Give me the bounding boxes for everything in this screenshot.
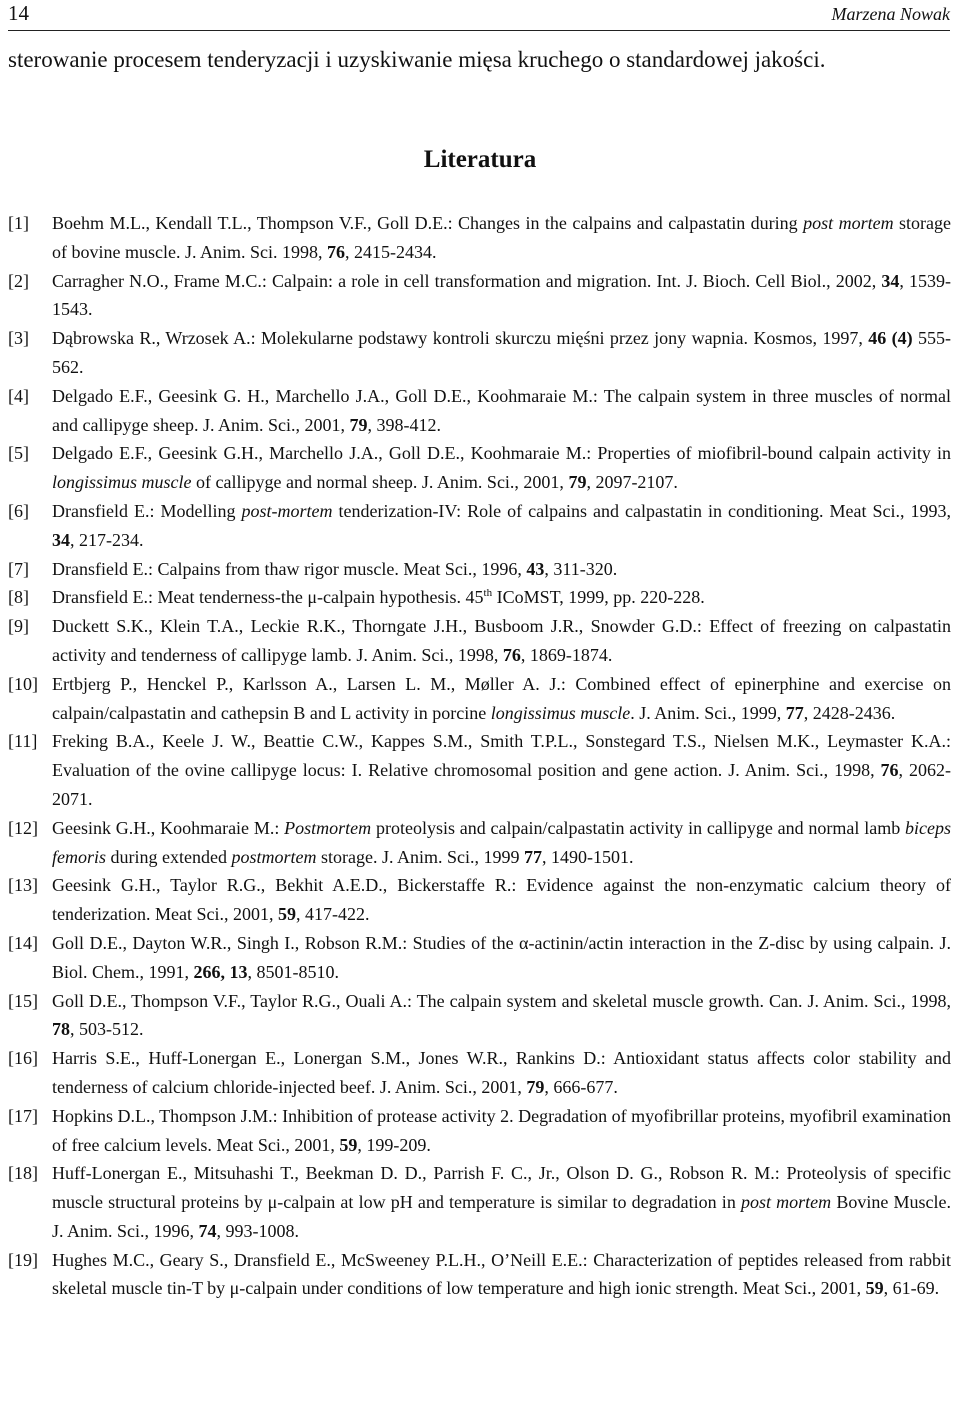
reference-text-segment: Goll D.E., Thompson V.F., Taylor R.G., Ouali A.: The calpain system and skeletal muscle growth. Can. J. Anim. Sci., 1998,: [52, 990, 951, 1011]
reference-text-segment: 77: [523, 846, 542, 867]
reference-item: [8, 583, 951, 612]
reference-text-segment: , 398-412.: [367, 414, 441, 435]
reference-text-segment: , 2428-2436.: [803, 702, 896, 723]
reference-number: [1]: [8, 213, 29, 233]
reference-text-segment: storage of bovine muscle. J. Anim. Sci. 1998,: [52, 213, 951, 262]
reference-text: [52, 991, 951, 1040]
reference-text-segment: 79: [526, 1076, 545, 1097]
reference-text: [52, 616, 951, 665]
reference-text-segment: , 417-422.: [295, 904, 370, 925]
reference-text-segment: longissimus muscle: [52, 472, 192, 493]
running-header-author: Marzena Nowak: [831, 4, 950, 24]
reference-text: [52, 875, 951, 924]
reference-text-segment: 59: [277, 904, 296, 925]
reference-text-segment: postmortem: [231, 846, 317, 867]
reference-text: [52, 587, 705, 607]
reference-text: [52, 1106, 951, 1155]
reference-text-segment: Hughes M.C., Geary S., Dransfield E., McSweeney P.L.H., O’Neill E.E.: Characterization of peptides released from rabbit skeletal muscle tin-T by μ-calpain under conditions of low temperature and high ionic strength. Meat Sci., 2001,: [52, 1249, 951, 1299]
reference-item: [8, 209, 951, 267]
reference-number: [9]: [8, 616, 29, 637]
reference-number: [7]: [8, 558, 29, 579]
reference-text: [52, 443, 951, 492]
reference-number: [11]: [8, 731, 38, 752]
reference-text-segment: 46 (4): [868, 328, 913, 349]
reference-number: [5]: [8, 443, 29, 464]
reference-item: [8, 1246, 951, 1304]
reference-text-segment: 76: [502, 644, 521, 665]
section-title: Literatura: [423, 146, 537, 173]
reference-text-segment: , 1539-1543.: [52, 270, 951, 320]
reference-number: [18]: [8, 1163, 38, 1184]
reference-number: [15]: [8, 990, 38, 1011]
reference-number: [14]: [8, 932, 38, 953]
reference-text-segment: Dransfield E.: Meat tenderness-the μ-calpain hypothesis. 45: [52, 587, 484, 608]
reference-list: [8, 209, 951, 1303]
reference-text: [52, 559, 617, 579]
reference-text-segment: Dąbrowska R., Wrzosek A.: Molekularne podstawy kontroli skurczu mięśni przez jony wapnia. Kosmos, 1997,: [52, 328, 869, 349]
reference-text-segment: Postmortem: [284, 817, 372, 838]
reference-text-segment: Boehm M.L., Kendall T.L., Thompson V.F., Goll D.E.: Changes in the calpains and calpastatin during: [52, 213, 804, 233]
reference-text-segment: 34: [881, 270, 900, 291]
reference-text: [52, 501, 951, 550]
reference-item: [8, 1159, 951, 1245]
reference-text-segment: tenderization-IV: Role of calpains and calpastatin in conditioning. Meat Sci., 1993,: [332, 500, 952, 521]
reference-number: [12]: [8, 817, 38, 838]
reference-text-segment: Duckett S.K., Klein T.A., Leckie R.K., Thorngate J.H., Busboom J.R., Snowder G.D.: Effect of freezing on calpastatin activity and tenderness of callipyge lamb. J. Anim. Sci., 1998,: [52, 616, 951, 665]
reference-text: [52, 1250, 951, 1299]
reference-text-segment: 76: [326, 241, 345, 262]
reference-number: [6]: [8, 500, 29, 521]
reference-item: [8, 871, 951, 929]
reference-text-segment: , 1869-1874.: [520, 644, 613, 665]
reference-text-segment: , 1490-1501.: [541, 846, 634, 867]
reference-text-segment: , 311-320.: [544, 558, 618, 579]
reference-text-segment: ICoMST, 1999, pp. 220-228.: [492, 587, 705, 608]
reference-text-segment: , 503-512.: [70, 1019, 144, 1040]
reference-number: [8]: [8, 587, 29, 608]
reference-text-segment: , 2062-2071.: [52, 760, 951, 809]
page-number: 14: [8, 1, 29, 25]
reference-text-segment: proteolysis and calpain/calpastatin activity in callipyge and normal lamb: [371, 817, 906, 838]
reference-text-segment: , 61-69.: [883, 1278, 940, 1299]
intro-paragraph: sterowanie procesem tenderyzacji i uzyskiwanie mięsa kruchego o standardowej jakości.: [8, 47, 826, 72]
reference-text-segment: post mortem: [740, 1192, 832, 1213]
reference-text-segment: , 199-209.: [357, 1134, 431, 1155]
reference-item: [8, 929, 951, 987]
reference-number: [2]: [8, 270, 29, 291]
reference-number: [4]: [8, 385, 29, 406]
reference-item: [8, 1102, 951, 1160]
reference-number: [3]: [8, 328, 29, 349]
reference-text-segment: , 2097-2107.: [586, 472, 678, 493]
reference-text-segment: Hopkins D.L., Thompson J.M.: Inhibition of protease activity 2. Degradation of myofibrillar proteins, myofibril examination of free calcium levels. Meat Sci., 2001,: [52, 1105, 952, 1155]
reference-item: [8, 670, 951, 728]
reference-text-segment: . J. Anim. Sci., 1999,: [630, 702, 786, 723]
reference-text-segment: , 8501-8510.: [247, 961, 340, 982]
reference-text-segment: Geesink G.H., Taylor R.G., Bekhit A.E.D., Bickerstaffe R.: Evidence against the non-enzymatic calcium theory of tenderization. Meat Sci., 2001,: [52, 875, 951, 925]
reference-text-segment: Harris S.E., Huff-Lonergan E., Lonergan S.M., Jones W.R., Rankins D.: Antioxidant status affects color stability and tenderness of calcium chloride-injected beef. J. Anim. Sci., 2001,: [52, 1048, 951, 1097]
reference-text-segment: th: [483, 587, 493, 600]
reference-number: [16]: [8, 1048, 38, 1069]
reference-text-segment: 79: [349, 414, 368, 435]
reference-text: [52, 271, 951, 320]
reference-text-segment: , 2415-2434.: [344, 241, 437, 262]
reference-text-segment: 77: [785, 702, 804, 723]
reference-text-segment: 34: [52, 529, 70, 550]
reference-text-segment: Freking B.A., Keele J. W., Beattie C.W., Kappes S.M., Smith T.P.L., Sonstegard T.S., Nielsen M.K., Leymaster K.A.: Evaluation of the ovine callipyge locus: I. Relative chromosomal position and gene action. J. Anim. Sci., 1998,: [52, 731, 951, 781]
reference-item: [8, 612, 951, 670]
running-header: [8, 0, 950, 31]
reference-text-segment: Goll D.E., Dayton W.R., Singh I., Robson R.M.: Studies of the α-actinin/actin interaction in the Z-disc by using calpain. J. Biol. Chem., 1991,: [52, 932, 951, 982]
reference-text: [52, 731, 951, 809]
reference-text-segment: 59: [339, 1134, 358, 1155]
reference-item: [8, 727, 951, 813]
reference-text-segment: of callipyge and normal sheep. J. Anim. Sci., 2001,: [191, 472, 569, 493]
reference-text-segment: 74: [198, 1220, 217, 1241]
reference-text-segment: post-mortem: [241, 500, 333, 521]
reference-text-segment: Ertbjerg P., Henckel P., Karlsson A., Larsen L. M., Møller A. J.: Combined effect of epinerphine and exercise on calpain/calpastatin and cathepsin B and L activity in porcine: [52, 673, 951, 723]
reference-item: [8, 1044, 951, 1102]
reference-item: [8, 382, 951, 440]
reference-text-segment: , 993-1008.: [216, 1220, 300, 1241]
reference-text: [52, 1048, 951, 1097]
reference-text-segment: during extended: [106, 846, 232, 867]
reference-item: [8, 439, 951, 497]
reference-text-segment: post mortem: [803, 213, 894, 233]
reference-text-segment: Dransfield E.: Calpains from thaw rigor muscle. Meat Sci., 1996,: [52, 558, 527, 579]
reference-text-segment: 59: [865, 1278, 884, 1299]
reference-text-segment: 76: [880, 760, 899, 781]
reference-text-segment: longissimus muscle: [490, 702, 631, 723]
reference-text-segment: 555-562.: [52, 328, 952, 377]
reference-text: [52, 213, 951, 262]
reference-text-segment: 78: [52, 1019, 70, 1040]
reference-number: [17]: [8, 1105, 38, 1126]
reference-text-segment: Delgado E.F., Geesink G.H., Marchello J.A., Goll D.E., Koohmaraie M.: Properties of miofibril-bound calpain activity in: [52, 443, 951, 464]
reference-text-segment: Bovine Muscle. J. Anim. Sci., 1996,: [52, 1192, 951, 1241]
reference-text-segment: 266, 13: [193, 961, 248, 982]
reference-number: [19]: [8, 1249, 38, 1270]
reference-text-segment: storage. J. Anim. Sci., 1999: [316, 846, 524, 867]
reference-text-segment: Delgado E.F., Geesink G. H., Marchello J.A., Goll D.E., Koohmaraie M.: The calpain system in three muscles of normal and callipyge sheep. J. Anim. Sci., 2001,: [52, 385, 951, 435]
reference-number: [10]: [8, 673, 38, 694]
reference-item: [8, 814, 951, 872]
reference-text-segment: , 666-677.: [544, 1076, 618, 1097]
reference-item: [8, 324, 951, 382]
reference-item: [8, 497, 951, 555]
reference-text: [52, 674, 951, 723]
reference-item: [8, 267, 951, 325]
reference-text-segment: 43: [526, 558, 545, 579]
reference-text-segment: Geesink G.H., Koohmaraie M.:: [52, 817, 285, 838]
reference-text-segment: Dransfield E.: Modelling: [52, 500, 242, 521]
reference-text-segment: biceps femoris: [52, 817, 951, 867]
reference-text: [52, 933, 951, 982]
reference-text-segment: 79: [568, 472, 587, 493]
reference-text: [52, 386, 951, 435]
reference-text-segment: , 217-234.: [70, 529, 144, 550]
reference-text: [52, 328, 951, 377]
reference-text-segment: Huff-Lonergan E., Mitsuhashi T., Beekman D. D., Parrish F. C., Jr., Olson D. G., Robson R. M.: Proteolysis of specific muscle structural proteins by μ-calpain at low pH and temperature is similar to degradation in: [52, 1163, 951, 1213]
reference-number: [13]: [8, 875, 38, 896]
reference-item: [8, 555, 951, 584]
reference-text-segment: Carragher N.O., Frame M.C.: Calpain: a role in cell transformation and migration. Int. J. Bioch. Cell Biol., 2002,: [52, 270, 882, 291]
reference-item: [8, 987, 951, 1045]
reference-text: [52, 818, 951, 867]
reference-text: [52, 1163, 951, 1241]
